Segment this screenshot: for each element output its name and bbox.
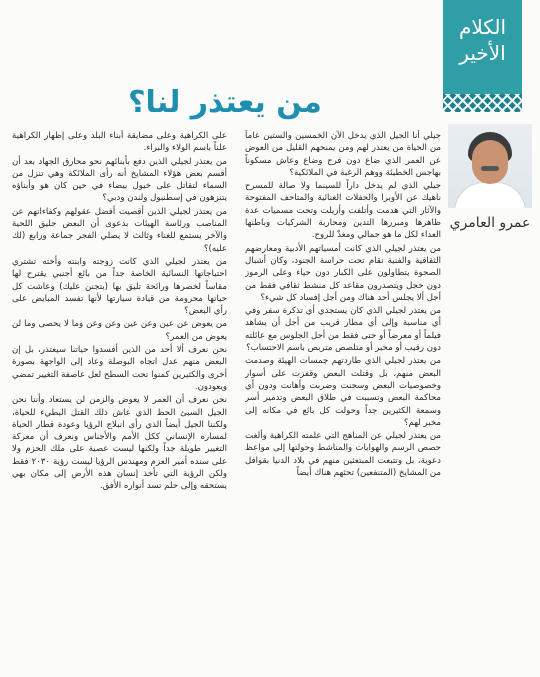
author-photo-moustache [481, 166, 499, 171]
paragraph: على الكراهية وعلى مضايقة أبناء البلد وعلى إظهار الكراهية علناً باسم الولاء والبراء. [12, 131, 227, 154]
paragraph: نحن نعرف أن العمر لا يعوض والزمن لن يستعاد وأننا نحن الجيل السيئ الحظ الذي عاش ذلك القتل البطيء للحياة، ولكننا الجيل أيضاً الذي رأى انبلاج الرؤيا وعودة قطار الحياة لمساره الإنساني ككل الأمم والأجناس ونعرف أن معركة التغيير طويلة جداً ولكنها ليست عصية على ملك الحزم ولا على سنده أمير العزم ومهندس الرؤيا ليست رؤية ٢٠٣٠ فقط ولكن الرؤية التي تأخذ إنسان هذه الأرض إلى مكان بهي يستحقه وإلى حلم تسد أنواره الأفق. [12, 395, 227, 492]
section-tag-line2: الأخير [459, 41, 506, 65]
paragraph: جيلي أنا الجيل الذي يدخل الآن الخمسين والستين عاماً من الحياة من يعتذر لهم ومن يمنحهم القليل من العوض عن العمر الذي ضاع دون فرح وضاع وعاش مسكوناً بهاجس الخطيئة ووهم الرغبة في الملائكية؟ [245, 131, 441, 178]
article-column-left [12, 130, 227, 660]
paragraph: من يعتذر لجيلي الذين دفع بأبنائهم نحو محارق الجهاد بعد أن أقسم بعض هؤلاء المشايخ أنه رأى الملائكة وهي تنزل من السماء لتقاتل على خيول بيضاء في حين كان هو وأبناؤه يتنزهون في إسطنبول ولندن ودبي؟ [12, 156, 227, 204]
paragraph: من يعتذر لجيلي عن المناهج التي علمته الكراهية وألغت حصص الرسم والهوايات والمناشط وحولتها إلى مواعظ دعوية، بل وتتبعت المبتعثين منهم في بلاد الدنيا بقوافل من المشايخ (المتنفعين) تحثهم هناك أيضاً [245, 431, 441, 479]
paragraph: نحن نعرف ألا أحد من الذين أفسدوا حياتنا سيعتذر، بل إن البعض منهم عدل اتجاه البوصلة وعاد إلى الواجهة بصورة أخرى والكثيرين كمنوا تحت السطح لعل عاصفة التغيير تمضي ويعودون. [12, 345, 227, 392]
section-tag-pattern [443, 94, 522, 112]
paragraph: من يعتذر لجيلي الذي كانت زوجته وابنته وأخته تشتري احتياجاتها النسائية الخاصة جداً من بائع أجنبي يقترح لها مقاساً لخصرها ورائحة تليق بها (بتجنن عليك) وعاشت كل حياتها محرومة من قيادة سيارتها لأنها تفسد المبايض على رأي البعض؟ [12, 256, 227, 317]
article-title: من يعتذر لنا؟ [128, 85, 322, 120]
author-photo-face [472, 140, 508, 184]
author-name: عمرو العامري [449, 215, 531, 231]
paragraph: من يعتذر لجيلي الذي كان يستجدي أي تذكرة سفر وفي أي مناسبة وإلى أي مطار قريب من أجل أن يشاهد فيلماً أو معرضاً أو حتى فقط من أجل الجلوس مع عائلته دون رقيب أو مخبر أو متلصص متربص باسم الاحتساب؟ [245, 306, 441, 354]
author-photo-shirt [454, 182, 526, 208]
author-photo [448, 124, 532, 208]
paragraph: من يعتذر لجيلي الذي طاردتهم جمسات الهيئة وصدمت البعض منهم، بل وقتلت البعض وقفزت على أسوار وخصوصيات البعض وسجنت وضربت وأهانت ودون أي محاكمة البعض وتسببت في طلاق البعض وتدمير أسر وسمعة الكثيرين جداً وحولت كل بائع في مكانه إلى مخبر لهم؟ [245, 356, 441, 428]
paragraph: من يعتذر لجيلي الذين أقصيت أفضل عقولهم وكفاءاتهم عن المناصب ورئاسة الهيئات بدعوى أن البعض حليق اللحية والآخر يستمع للغناء وثالث لا يصلي الفجر جماعة ورابع (لك عليه)؟ [12, 206, 227, 254]
paragraph: جيلي الذي لم يدخل داراً للسينما ولا صالة للمسرح ناهيك عن الأوبرا والحفلات الغنائية والمتاحف المفتوحة والآثار التي هدمت وأتلفت وأزيلت وتحت مسميات عدة ظاهرها ومبررها التدين ومحاربة الشركيات وباطنها العداء لكل ما هو جمالي ومغذّ للروح. [245, 181, 441, 241]
article-column-right [245, 130, 441, 660]
paragraph: من يعتذر لجيلي الذي كانت أمسياتهم الأدبية ومعارضهم الثقافية والفنية تقام تحت حراسة الجنود، وكان أشبال الصحوة يتطاولون على الكبار دون حياء وعلى الرموز دون خجل ويتصدرون مقاعد كل منشط ثقافي فقط من أجل ألا يجلس أحد هناك ومن أجل إفساد كل شيء؟ [245, 243, 441, 303]
paragraph: من يعوض عن عين وعن عين وعن وعن وما لا يحصى وما لن يعوض من العمر؟ [12, 319, 227, 342]
section-tag-line1: الكلام [458, 15, 506, 39]
